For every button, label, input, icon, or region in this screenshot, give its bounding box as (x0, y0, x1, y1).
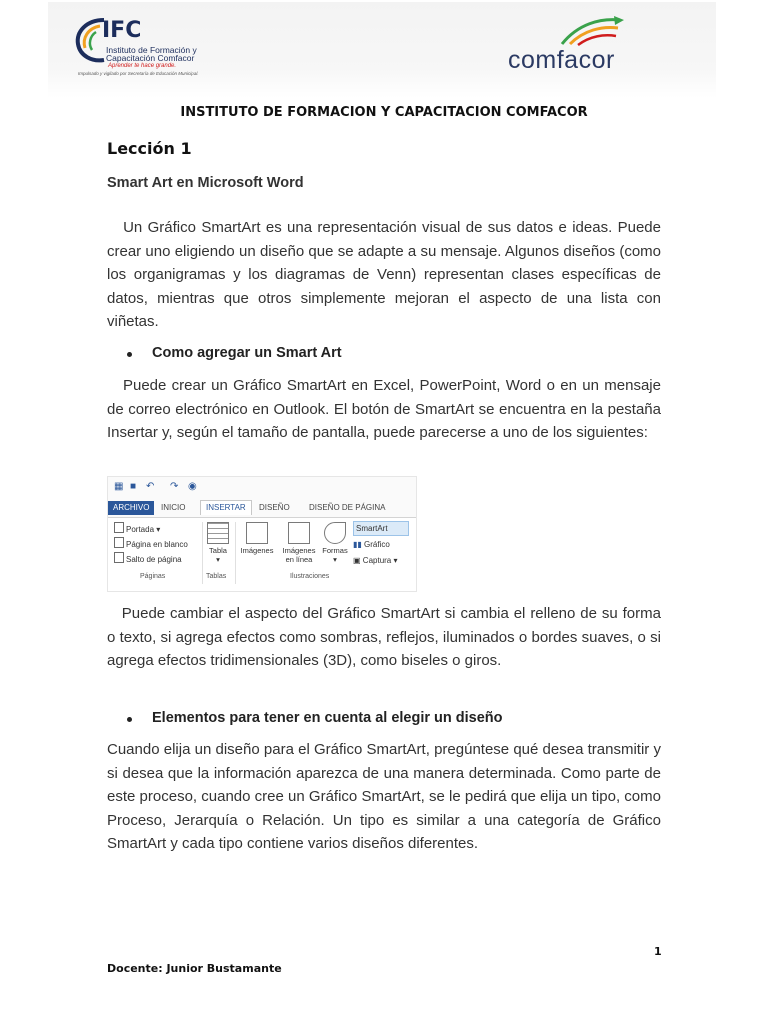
comfacor-wordmark: comfacor (508, 46, 615, 74)
touch-mode-icon: ◉ (188, 481, 197, 492)
tab-diseno[interactable]: DISEÑO (259, 503, 290, 512)
ifc-logo (74, 16, 224, 78)
paragraph-choose-design: Cuando elija un diseño para el Gráfico SmartArt, pregúntese qué desea transmitir y si desea que la información aparezca de una manera determinada. Como parte de este proceso, cuando cree un Gráfico SmartArt, se le pedirá que elija un tipo, como Proceso, Jerarquía o Relación. Un tipo es similar a una categoría de Gráfico SmartArt y cada tipo contiene varios diseños diferentes. (107, 741, 661, 852)
undo-icon: ↶ (146, 481, 155, 492)
cover-page-icon (114, 522, 124, 533)
blank-page-icon (114, 537, 124, 548)
shapes-label: Formas (322, 546, 348, 555)
online-images-button[interactable] (278, 522, 320, 564)
group-label-illustrations: Ilustraciones (290, 573, 330, 580)
ifc-slogan: Aprender te hace grande. (108, 63, 177, 69)
chart-icon: ▮▮ (353, 540, 362, 549)
ribbon-tabs (108, 499, 417, 517)
capture-icon: ▣ (353, 556, 361, 565)
online-image-icon (288, 522, 310, 544)
lesson-subtitle: Smart Art en Microsoft Word (107, 175, 304, 191)
ifc-footnote: Impulsado y vigilado por Secretaría de Educación Municipal. (78, 71, 199, 76)
smartart-button[interactable] (353, 521, 409, 536)
ifc-logo-line1: Instituto de Formación y (106, 45, 197, 55)
images-button[interactable] (239, 522, 275, 555)
group-separator (202, 522, 203, 584)
tab-inicio[interactable]: INICIO (161, 503, 186, 512)
word-ribbon-screenshot (107, 476, 417, 592)
capture-label: Captura (362, 556, 392, 565)
smartart-label: SmartArt (356, 524, 388, 533)
ribbon-body (108, 517, 417, 592)
ifc-logo-text: IFC (102, 18, 142, 43)
document-title: INSTITUTO DE FORMACION Y CAPACITACION COMFACOR (180, 105, 588, 120)
shapes-button[interactable]: Formas ▾ (320, 522, 350, 564)
group-separator (235, 522, 236, 584)
bullet-dot-icon (127, 352, 132, 357)
capture-button[interactable]: ▣ Captura ▾ (353, 556, 398, 565)
images-label: Imágenes (240, 546, 274, 555)
cover-page-button[interactable]: Portada ▾ (114, 522, 160, 534)
redo-icon: ↷ (170, 481, 179, 492)
comfacor-logo (508, 14, 668, 78)
save-icon: ■ (130, 481, 137, 492)
shapes-icon (324, 522, 346, 544)
table-icon (207, 522, 229, 544)
page-number: 1 (654, 945, 662, 958)
page-break-button[interactable] (114, 552, 182, 564)
bullet-dot-icon (127, 717, 132, 722)
comfacor-arc-icon (558, 14, 628, 48)
table-label: Tabla (209, 546, 227, 555)
tab-insertar[interactable]: INSERTAR (200, 500, 252, 515)
image-icon (246, 522, 268, 544)
tab-archivo[interactable]: ARCHIVO (108, 501, 154, 515)
bullet-heading-text: Elementos para tener en cuenta al elegir un diseño (152, 710, 503, 726)
cover-page-label: Portada (126, 525, 155, 534)
chart-button[interactable] (353, 540, 390, 549)
chart-label: Gráfico (364, 540, 390, 549)
lesson-heading: Lección 1 (107, 139, 192, 158)
teacher-footer: Docente: Junior Bustamante (107, 962, 282, 975)
group-label-tables: Tablas (206, 573, 227, 580)
group-label-pages: Páginas (140, 573, 166, 580)
paragraph-create: Puede crear un Gráfico SmartArt en Excel, PowerPoint, Word o en un mensaje de correo electrónico en Outlook. El botón de SmartArt se encuentra en la pestaña Insertar y, según el tamaño de pantalla, puede parecerse a uno de los siguientes: (107, 377, 666, 441)
page-break-icon (114, 552, 124, 563)
page-break-label: Salto de página (126, 555, 182, 564)
table-button[interactable]: Tabla ▾ (206, 522, 230, 564)
bullet-heading-text: Como agregar un Smart Art (152, 345, 342, 361)
tab-diseno-pagina[interactable]: DISEÑO DE PÁGINA (309, 503, 386, 512)
blank-page-button[interactable] (114, 537, 188, 549)
paragraph-intro: Un Gráfico SmartArt es una representación visual de sus datos e ideas. Puede crear uno eligiendo un diseño que se adapte a su mensaje. Algunos diseños (como los organigramas y los diagramas de Venn) representan clases específicas de datos, mientras que otros simplemente mejoran el aspecto de una lista con viñetas. (107, 219, 666, 330)
word-icon: ▦ (114, 481, 124, 492)
online-images-label: Imágenes en línea (282, 546, 316, 564)
ifc-logo-line2: Capacitación Comfacor (106, 53, 195, 63)
paragraph-appearance: Puede cambiar el aspecto del Gráfico SmartArt si cambia el relleno de su forma o texto, si agrega efectos como sombras, reflejos, iluminados o bordes suaves, o si agrega efectos tridimensionales (3D), como biseles o giros. (107, 605, 666, 669)
blank-page-label: Página en blanco (126, 540, 188, 549)
